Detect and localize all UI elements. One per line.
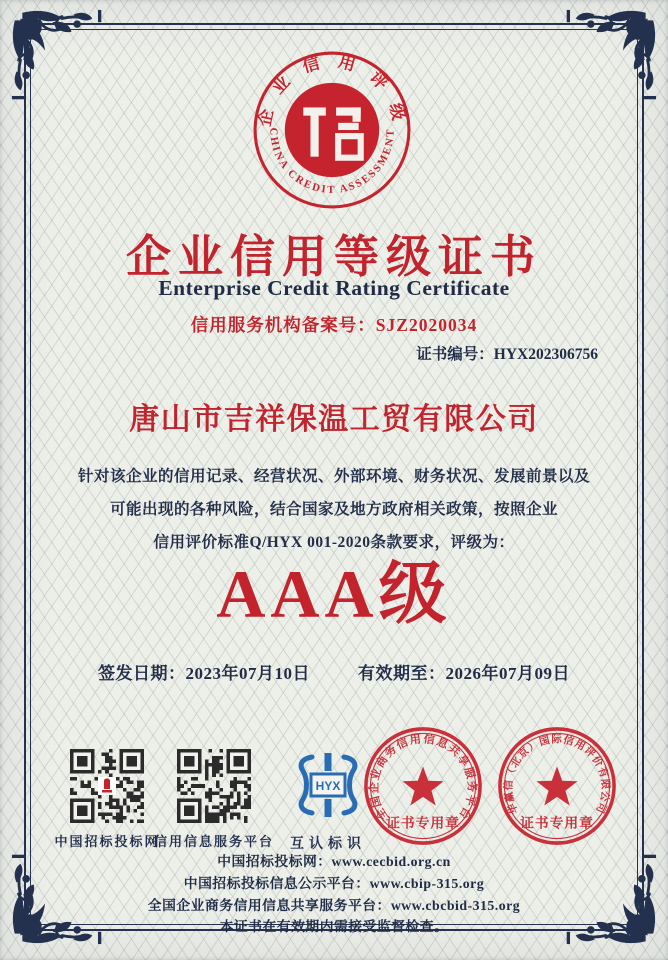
footer-line: 本证书在有效期内需接受监督检查。 [219, 919, 449, 935]
star-icon [536, 766, 577, 805]
seal-left-arc-text: 全国企业商务信用信息共享服务平台 [368, 733, 478, 822]
registry-number: 信用服务机构备案号：SJZ2020034 [190, 315, 478, 335]
seal-right-arc-text: 华赢信（北京）国际信用评价有限公司 [503, 734, 611, 816]
issue-date: 签发日期：2023年07月10日 [98, 664, 310, 683]
footer-line: 中国招标投标网：www.cecbid.org.cn [217, 854, 451, 869]
qr1-caption: 中国招标投标网 [54, 834, 160, 849]
company-name: 唐山市吉祥保温工贸有限公司 [129, 403, 539, 436]
rating-agency-seal-icon [496, 725, 618, 847]
credit-assessment-seal-icon [252, 50, 412, 210]
hyx-logo-text: HYX [315, 779, 341, 793]
paragraph-line: 可能出现的各种风险，结合国家及地方政府相关政策，按照企业 [109, 501, 558, 518]
rating-grade: AAA级 [216, 556, 452, 632]
certificate-title: 企业信用等级证书 [125, 232, 542, 282]
service-platform-seal-icon [362, 725, 484, 847]
qr-code-credit-info [177, 749, 251, 823]
certificate-subtitle-en: Enterprise Credit Rating Certificate [158, 276, 510, 300]
seal-arc-bottom-text: CHINA CREDIT ASSESSMENT [267, 127, 397, 196]
hyx-caption: 互认标识 [290, 837, 366, 852]
qr2-caption: 信用信息服务平台 [153, 834, 274, 849]
star-icon [402, 766, 443, 805]
seal-arc-top-text: 企 业 信 用 评 级 [254, 51, 410, 129]
footer-line: 中国招标投标信息公示平台：www.cbip-315.org [183, 875, 485, 891]
footer-line: 全国企业商务信用信息共享服务平台：www.cbcbid-315.org [147, 897, 521, 913]
qr-code-cecbid [70, 749, 144, 823]
footer-links [0, 851, 668, 938]
hyx-mutual-recognition-icon [290, 748, 366, 822]
paragraph-line: 信用评价标准Q/HYX 001-2020条款要求，评级为： [153, 534, 515, 551]
paragraph-line: 针对该企业的信用记录、经营状况、外部环境、财务状况、发展前景以及 [77, 468, 590, 485]
certificate-number: 证书编号：HYX202306756 [416, 346, 598, 363]
validity-dates [0, 659, 668, 684]
seal-right-bottom-text: 证书专用章 [520, 815, 594, 831]
seal-left-bottom-text: 证书专用章 [386, 815, 460, 831]
valid-until-date: 有效期至：2026年07月09日 [358, 664, 570, 683]
